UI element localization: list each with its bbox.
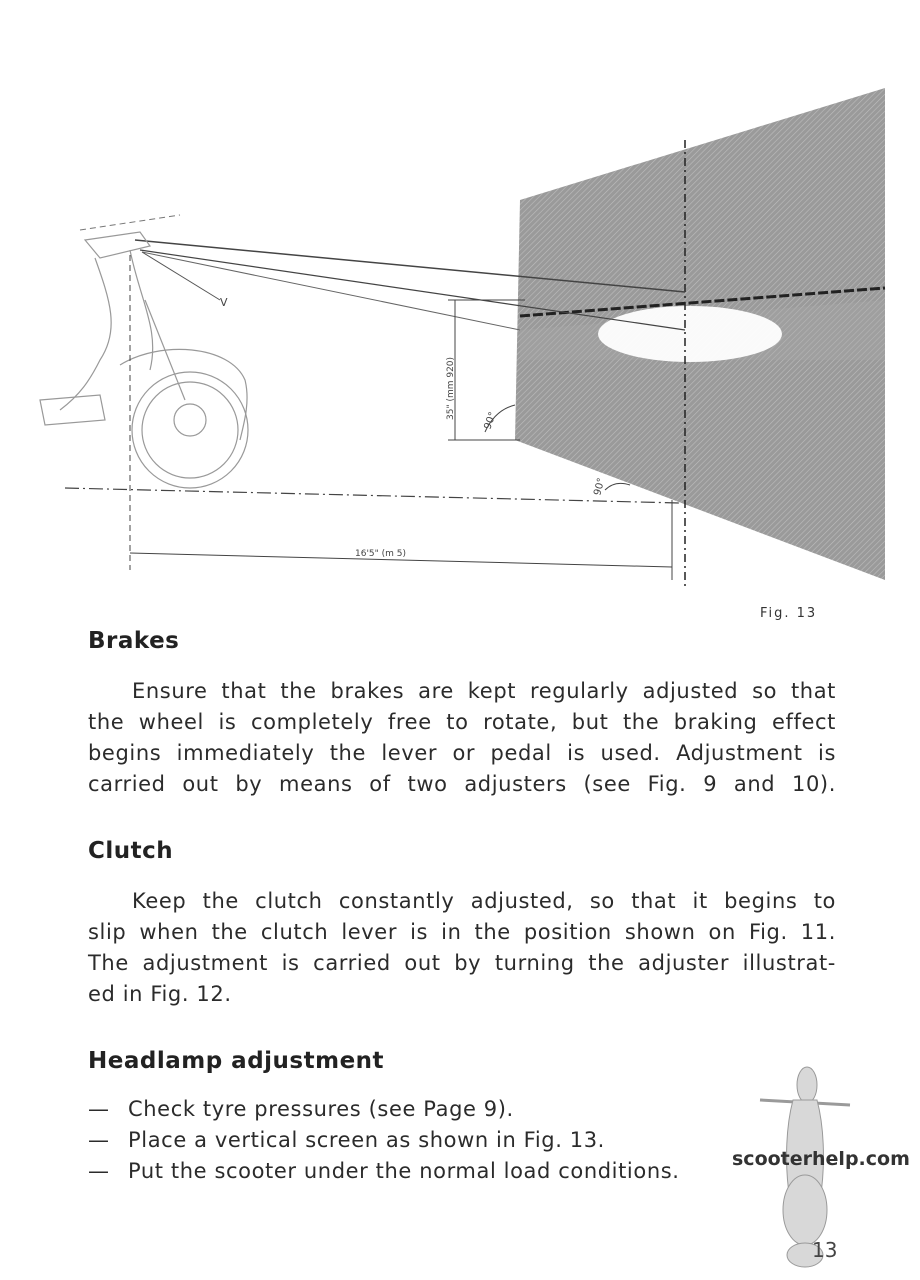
clutch-paragraph xyxy=(88,886,836,1010)
dash: — xyxy=(88,1097,110,1121)
step-text: Put the scooter under the normal load conditions. xyxy=(128,1159,680,1183)
label-angle-2: 90° xyxy=(592,476,608,497)
clutch-line: ed in Fig. 12. xyxy=(88,982,232,1006)
headlamp-steps xyxy=(88,1094,680,1187)
brakes-heading: Brakes xyxy=(88,628,180,654)
headlamp-adjustment-diagram xyxy=(0,0,920,600)
ground-line xyxy=(65,488,680,503)
beam-spot xyxy=(598,306,782,362)
clutch-line: The adjustment is carried out by turning the adjuster illustrat- xyxy=(88,951,836,975)
step-text: Place a vertical screen as shown in Fig. 13. xyxy=(128,1128,605,1152)
label-distance: 16'5" (m 5) xyxy=(355,549,407,559)
dash: — xyxy=(88,1159,110,1183)
label-v: V xyxy=(220,296,228,309)
scooter-outline xyxy=(40,232,248,488)
dash: — xyxy=(88,1128,110,1152)
list-item xyxy=(88,1094,680,1125)
list-item xyxy=(88,1156,680,1187)
figure-caption: Fig. 13 xyxy=(760,606,818,621)
page-number: 13 xyxy=(812,1238,838,1262)
label-height: 35" (mm 920) xyxy=(446,356,456,420)
label-angle-1: 90° xyxy=(482,410,499,432)
brakes-line: carried out by means of two adjusters (see Fig. 9 and 10). xyxy=(88,772,836,796)
step-text: Check tyre pressures (see Page 9). xyxy=(128,1097,514,1121)
clutch-line: Keep the clutch constantly adjusted, so that it begins to xyxy=(132,889,836,913)
brakes-line: begins immediately the lever or pedal is used. Adjustment is xyxy=(88,741,836,765)
list-item xyxy=(88,1125,680,1156)
brakes-line: Ensure that the brakes are kept regularly adjusted so that xyxy=(132,679,836,703)
headlamp-heading: Headlamp adjustment xyxy=(88,1048,385,1074)
brakes-paragraph xyxy=(88,676,836,800)
clutch-heading: Clutch xyxy=(88,838,174,864)
watermark: scooterhelp.com xyxy=(732,1148,910,1170)
clutch-line: slip when the clutch lever is in the position shown on Fig. 11. xyxy=(88,920,836,944)
brakes-line: the wheel is completely free to rotate, but the braking effect xyxy=(88,710,836,734)
